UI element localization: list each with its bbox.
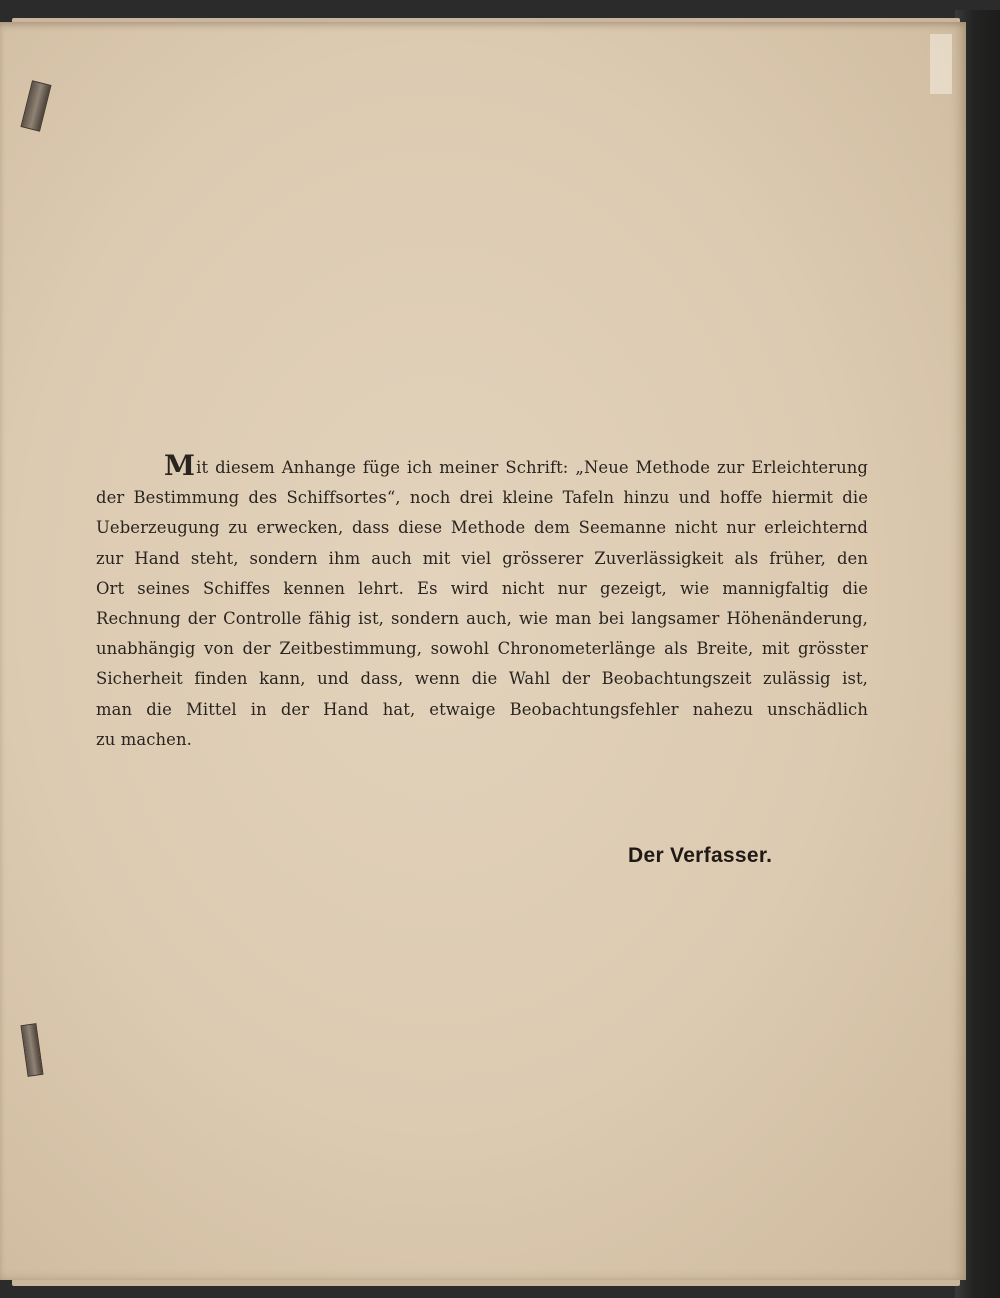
text-line: unabhängig von der Zeitbestimmung, sowohl Chronometerlänge als Breite, mit grösster — [96, 639, 868, 659]
text-line: Ort seines Schiffes kennen lehrt. Es wird nicht nur gezeigt, wie mannigfaltig die — [96, 578, 868, 598]
text-line: Sicherheit finden kann, und dass, wenn die Wahl der Beobachtungszeit zulässig ist, — [96, 669, 868, 689]
text-line: der Bestimmung des Schiffsortes“, noch drei kleine Tafeln hinzu und hoffe hiermit die — [96, 488, 868, 508]
preface-paragraph — [96, 449, 868, 755]
text-line: man die Mittel in der Hand hat, etwaige Beobachtungsfehler nahezu unschädlich — [96, 699, 868, 719]
drop-initial: M — [164, 449, 196, 482]
text-line: Ueberzeugung zu erwecken, dass diese Methode dem Seemanne nicht nur erleichternd — [96, 518, 868, 538]
page-edge-fragment — [930, 34, 952, 94]
text-line: zur Hand steht, sondern ihm auch mit viel grösserer Zuverlässigkeit als früher, den — [96, 548, 868, 568]
text-line — [96, 449, 868, 483]
author-signature: Der Verfasser. — [628, 844, 773, 867]
text-line: zu machen. — [96, 729, 192, 749]
text-line: Rechnung der Controlle fähig ist, sondern auch, wie man bei langsamer Höhenänderung, — [96, 609, 868, 629]
text-line-content: it diesem Anhange füge ich meiner Schrift: „Neue Methode zur Erleichterung — [196, 458, 868, 477]
